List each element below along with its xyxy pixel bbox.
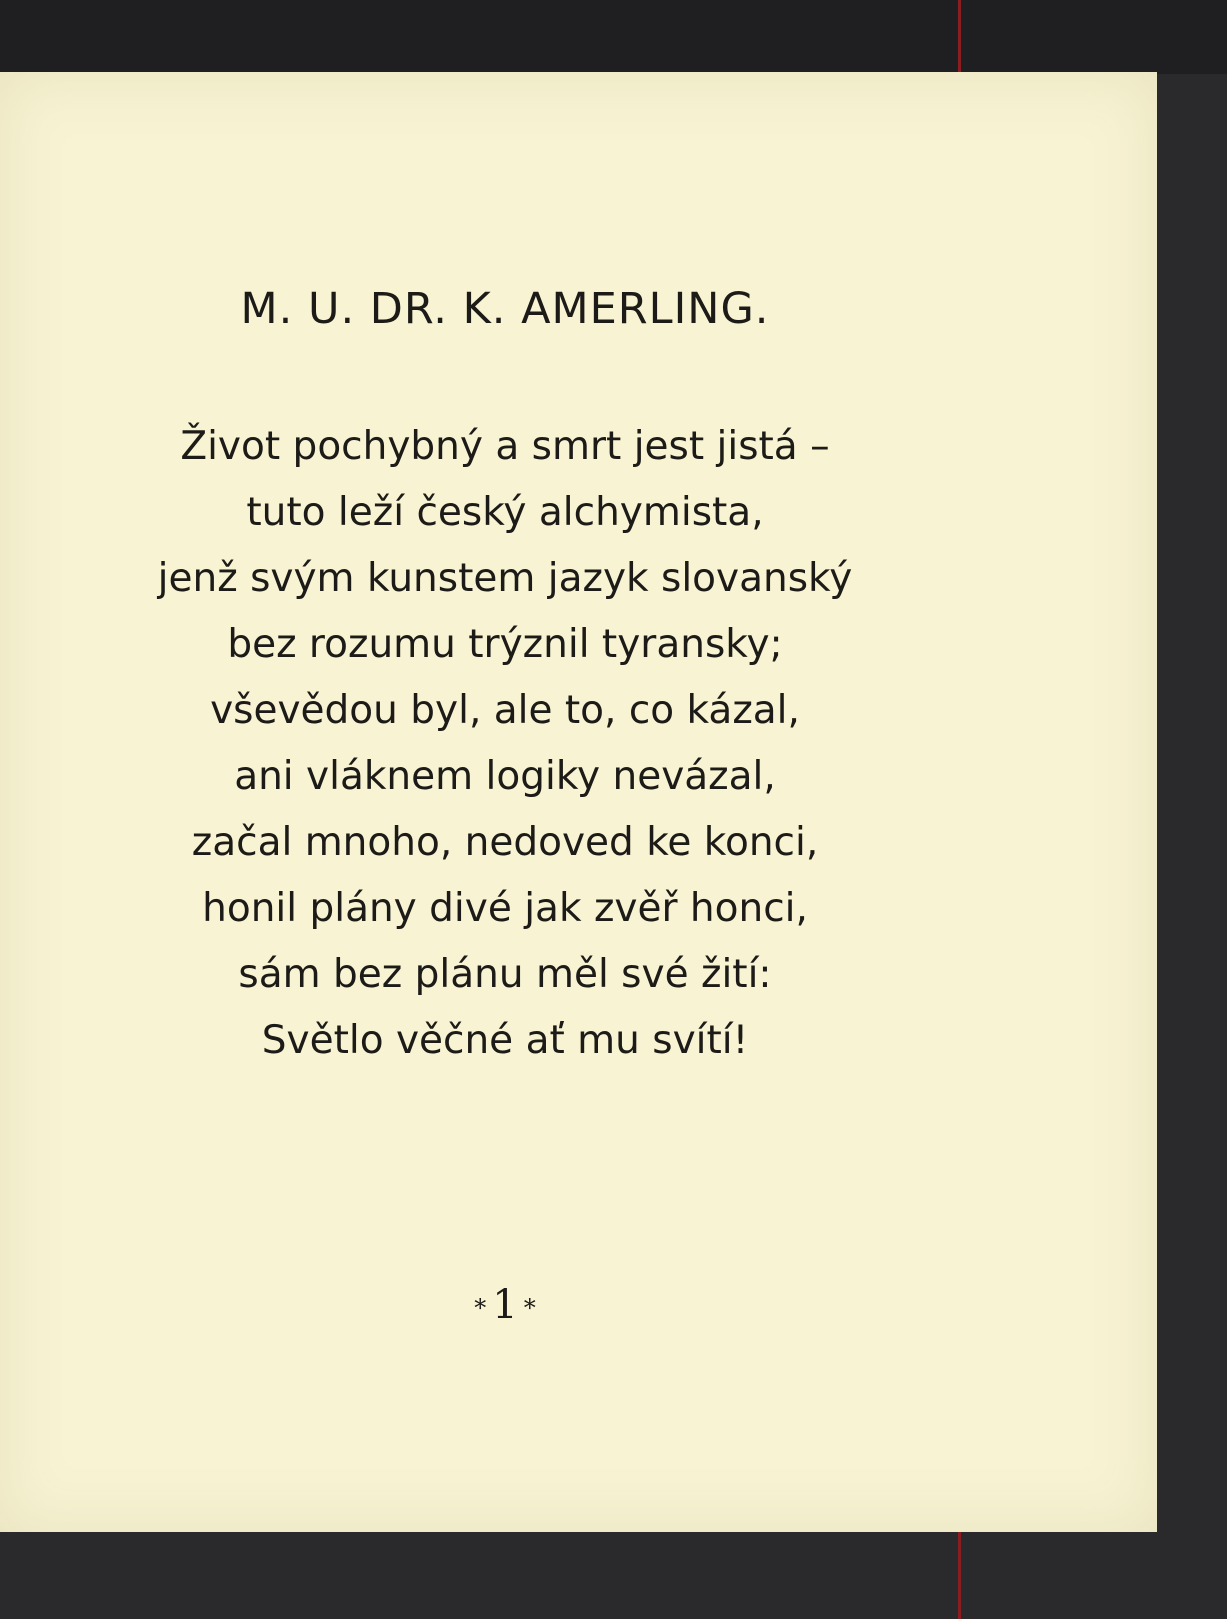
poem-line: bez rozumu trýznil tyransky;: [227, 622, 783, 667]
binding-thread-bottom: [958, 1530, 961, 1619]
page-number-value: 1: [492, 1282, 518, 1328]
book-page: [0, 72, 1157, 1532]
poem-body: [0, 414, 1010, 1074]
star-ornament-icon: *: [523, 1294, 536, 1322]
page-number: [0, 1282, 1010, 1328]
poem-line: začal mnoho, nedoved ke konci,: [191, 820, 819, 865]
poem-line: honil plány divé jak zvěř honci,: [202, 886, 808, 931]
scan-backdrop: [0, 0, 1227, 74]
poem-line: tuto leží český alchymista,: [246, 490, 764, 535]
binding-thread-top: [958, 0, 961, 74]
star-ornament-icon: *: [474, 1294, 487, 1322]
poem-line: Světlo věčné ať mu svítí!: [261, 1018, 749, 1063]
poem-line: Život pochybný a smrt jest jistá –: [180, 424, 830, 469]
poem-line: jenž svým kunstem jazyk slovanský: [157, 556, 853, 601]
poem-line: vševědou byl, ale to, co kázal,: [210, 688, 800, 733]
poem-line: sám bez plánu měl své žití:: [238, 952, 772, 997]
poem-line: ani vláknem logiky nevázal,: [234, 754, 776, 799]
poem-heading: M. U. DR. K. AMERLING.: [240, 284, 770, 334]
